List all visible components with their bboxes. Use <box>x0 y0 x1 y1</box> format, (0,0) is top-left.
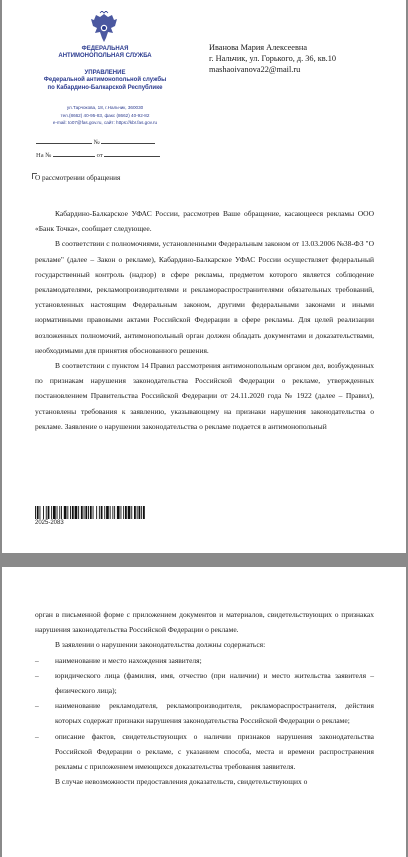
barcode-stripe <box>57 506 58 519</box>
paragraph: В соответствии с полномочиями, установленными Федеральным законом от 13.03.2006 №38-ФЗ "О рекламе" (далее – Закон о рекламе), Кабардино-Балкарское УФАС России осуществляет федеральный государственный контроль (надзор) в сфере рекламы, предметом которого является соблюдение рекламодателями, рекламопроизводителями и рекламораспространителями обязательных требований, установленных настоящим Федеральным законом, другими федеральными законами и иными нормативными правовыми актами Российской Федерации в сфере рекламы. Для целей реализации возложенных полномочий, антимонопольный орган должен обладать документами и доказательствами, необходимыми для принятия обоснованного решения. <box>35 239 374 355</box>
barcode-stripe <box>59 506 60 519</box>
list-item-text: описание фактов, свидетельствующих о наличии признаков нарушения законодательства Российской Федерации о рекламе, с указанием способа, места и времени распространения рекламы с приложением имеющихся доказательства требования заявителя. <box>55 731 374 772</box>
recipient-block <box>209 42 336 75</box>
barcode-stripe <box>141 506 142 519</box>
barcode-number: 2025-2083 <box>35 520 64 526</box>
org-contacts <box>44 104 166 127</box>
barcode-stripe <box>81 506 83 519</box>
coat-of-arms-icon <box>89 11 119 45</box>
barcode-stripe <box>37 506 39 519</box>
barcode-stripe <box>78 506 79 519</box>
barcode-stripe <box>53 506 56 519</box>
reply-reference-line <box>36 152 160 159</box>
barcode-stripe <box>131 506 132 519</box>
barcode-stripe <box>40 506 41 519</box>
barcode-stripe <box>88 506 89 519</box>
reply-to-label: На № <box>36 152 52 159</box>
org-division-line: Федеральной антимонопольной службы <box>43 77 167 84</box>
barcode-stripe <box>143 506 145 519</box>
barcode-stripe <box>43 506 44 519</box>
list-item-text: наименование рекламодателя, рекламопроизводителя, рекламораспространителя, действия которых содержат признаки нарушения законодательства Российской Федерации о рекламе; <box>55 701 374 726</box>
list-item-text: юридического лица (фамилия, имя, отчество (при наличии) и место жительства заявителя – физического лица); <box>55 670 374 696</box>
list-dash: – <box>35 701 39 711</box>
list-dash: – <box>35 670 39 680</box>
recipient-name: Иванова Мария Алексеевна <box>209 43 308 52</box>
barcode-stripe <box>75 506 78 519</box>
org-name-line: АНТИМОНОПОЛЬНАЯ СЛУЖБА <box>58 53 152 60</box>
barcode-stripe <box>70 506 71 519</box>
barcode-stripe <box>104 506 105 519</box>
barcode-stripe <box>61 506 62 519</box>
list-item <box>35 668 374 698</box>
org-division <box>37 70 173 92</box>
barcode-stripe <box>35 506 36 519</box>
barcode-stripe <box>137 506 138 519</box>
paragraph-continuation: орган в письменной форме с приложением документов и материалов, свидетельствующих о признаках нарушения законодательства Российской Федерации о рекламе. <box>35 610 374 635</box>
barcode-stripe <box>114 506 115 519</box>
recipient-email: mashaoivanova22@mail.ru <box>209 65 301 74</box>
registration-line <box>36 139 155 146</box>
barcode <box>35 506 145 519</box>
paragraph: В случае невозможности предоставления доказательств, свидетельствующих о <box>55 777 308 787</box>
barcode-stripe <box>123 506 124 519</box>
reply-date-label: от <box>96 152 103 159</box>
barcode-stripe <box>106 506 109 519</box>
barcode-stripe <box>112 506 113 519</box>
contact-address: ул.Тарчокова, 18, г.Нальчик, 360030 <box>66 105 144 110</box>
barcode-stripe <box>121 506 122 519</box>
barcode-stripe <box>84 506 85 519</box>
org-division-line: по Кабардино-Балкарской Республике <box>47 84 163 91</box>
barcode-stripe <box>72 506 74 519</box>
recipient-address: г. Нальчик, ул. Горького, д. 36, кв.10 <box>209 54 337 63</box>
letter-body-continued <box>35 607 374 789</box>
paragraph: Кабардино-Балкарское УФАС России, рассмотрев Ваше обращение, касающееся рекламы ООО «Банк Точка», сообщает следующее. <box>35 209 374 234</box>
list-dash: – <box>35 731 39 741</box>
document-page-2 <box>2 567 406 857</box>
list-dash: – <box>35 655 39 665</box>
barcode-stripe <box>134 506 136 519</box>
barcode-stripe <box>117 506 120 519</box>
barcode-stripe <box>85 506 87 519</box>
barcode-stripe <box>67 506 68 519</box>
list-intro: В заявлении о нарушении законодательства должны содержаться: <box>55 640 266 650</box>
barcode-stripe <box>93 506 94 519</box>
barcode-stripe <box>128 506 131 519</box>
list-item <box>35 698 374 728</box>
letter-body <box>35 206 374 434</box>
barcode-stripe <box>46 506 47 519</box>
barcode-stripe <box>125 506 127 519</box>
list-item <box>35 653 374 668</box>
barcode-stripe <box>110 506 111 519</box>
paragraph: В соответствии с пунктом 14 Правил рассмотрения антимонопольным органом дел, возбужденных по признакам нарушения законодательства Российской Федерации о рекламе, утвержденных постановлением Правительства Российской Федерации от 24.11.2020 года № 1922 (далее – Правил), установлены требования к заявлению, указывающему на признаки нарушения законодательства о рекламе. Заявление о нарушении законодательства о рекламе подается в антимонопольный <box>35 361 374 431</box>
barcode-stripe <box>51 506 52 519</box>
subject-line: О рассмотрении обращения <box>35 174 121 182</box>
document-page-1 <box>2 0 406 553</box>
barcode-stripe <box>48 506 50 519</box>
reg-no-label: № <box>93 139 100 146</box>
barcode-stripe <box>64 506 67 519</box>
org-name-line: ФЕДЕРАЛЬНАЯ <box>81 46 129 52</box>
barcode-stripe <box>101 506 103 519</box>
barcode-stripe <box>90 506 92 519</box>
org-division-line: УПРАВЛЕНИЕ <box>84 70 126 76</box>
barcode-stripe <box>96 506 97 519</box>
list-item <box>35 729 374 775</box>
barcode-stripe <box>99 506 100 519</box>
contact-email: e-mail: to07@fas.gov.ru, сайт: https://kbr.fas.gov.ru <box>52 120 158 126</box>
barcode-stripe <box>139 506 141 519</box>
contact-phone: тел.(8662) 40-95-83, факс (8662) 40-92-82 <box>60 112 150 118</box>
org-name <box>37 46 173 61</box>
list-item-text: наименование и место нахождения заявителя; <box>55 655 202 665</box>
